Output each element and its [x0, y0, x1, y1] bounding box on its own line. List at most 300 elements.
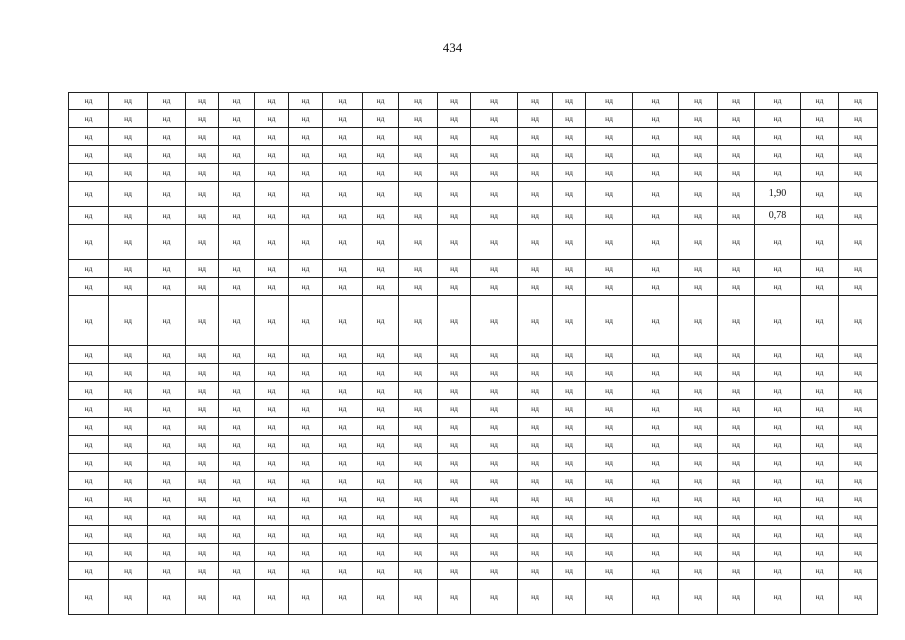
table-cell: нд — [679, 164, 718, 182]
table-cell: нд — [186, 164, 219, 182]
table-cell: нд — [633, 508, 679, 526]
table-cell: нд — [679, 278, 718, 296]
table-cell: нд — [718, 580, 755, 615]
table-cell: нд — [255, 225, 289, 260]
table-cell: нд — [109, 400, 148, 418]
table-cell: нд — [801, 346, 839, 364]
table-cell: нд — [839, 382, 878, 400]
table-cell: нд — [186, 526, 219, 544]
table-cell: нд — [69, 93, 109, 110]
table-cell: нд — [839, 164, 878, 182]
table-cell: нд — [438, 418, 471, 436]
table-cell: нд — [323, 490, 363, 508]
table-cell: нд — [323, 418, 363, 436]
table-cell: нд — [399, 93, 438, 110]
table-cell: нд — [718, 110, 755, 128]
table-row — [69, 164, 878, 182]
table-row — [69, 260, 878, 278]
table-cell: нд — [148, 128, 186, 146]
table-cell: нд — [255, 526, 289, 544]
table-cell: нд — [586, 110, 633, 128]
table-cell: нд — [438, 490, 471, 508]
table-cell: нд — [255, 472, 289, 490]
table-cell: нд — [718, 146, 755, 164]
table-cell: нд — [553, 93, 586, 110]
table-cell: нд — [586, 508, 633, 526]
table-cell: нд — [518, 508, 553, 526]
table-cell: нд — [438, 128, 471, 146]
table-cell: нд — [323, 128, 363, 146]
table-cell: нд — [148, 490, 186, 508]
table-cell: нд — [219, 260, 255, 278]
table-cell: нд — [148, 562, 186, 580]
table-cell: нд — [438, 93, 471, 110]
table-cell: нд — [553, 454, 586, 472]
table-cell: нд — [679, 110, 718, 128]
table-cell: нд — [586, 146, 633, 164]
table-cell: нд — [255, 260, 289, 278]
table-cell: нд — [801, 526, 839, 544]
table-cell: нд — [255, 400, 289, 418]
table-cell: нд — [109, 164, 148, 182]
table-cell: нд — [438, 225, 471, 260]
table-cell: нд — [109, 580, 148, 615]
table-cell: нд — [219, 182, 255, 207]
table-cell: нд — [518, 207, 553, 225]
table-cell: нд — [755, 128, 801, 146]
table-cell: нд — [255, 146, 289, 164]
table-cell: нд — [363, 182, 399, 207]
table-cell: нд — [471, 562, 518, 580]
table-cell: нд — [633, 296, 679, 346]
table-cell: нд — [633, 382, 679, 400]
table-cell: нд — [69, 580, 109, 615]
table-cell: нд — [471, 146, 518, 164]
table-cell: нд — [839, 225, 878, 260]
table-cell: нд — [69, 225, 109, 260]
table-cell: нд — [255, 93, 289, 110]
table-cell: нд — [679, 182, 718, 207]
table-cell: нд — [109, 346, 148, 364]
table-cell: нд — [518, 164, 553, 182]
table-cell: нд — [586, 436, 633, 454]
table-cell: нд — [718, 93, 755, 110]
table-cell: нд — [553, 207, 586, 225]
table-cell: нд — [399, 526, 438, 544]
table-cell: нд — [553, 472, 586, 490]
table-cell: нд — [839, 454, 878, 472]
table-cell: нд — [109, 382, 148, 400]
table-cell: нд — [801, 207, 839, 225]
table-row — [69, 508, 878, 526]
table-cell: нд — [186, 544, 219, 562]
table-row — [69, 580, 878, 615]
table-cell: нд — [438, 544, 471, 562]
table-cell: нд — [363, 146, 399, 164]
table-cell: нд — [633, 128, 679, 146]
table-cell: нд — [219, 207, 255, 225]
table-cell: нд — [718, 544, 755, 562]
table-cell: нд — [518, 93, 553, 110]
table-cell: нд — [471, 382, 518, 400]
table-cell: нд — [438, 146, 471, 164]
table-row — [69, 544, 878, 562]
table-cell: нд — [186, 562, 219, 580]
table-cell: нд — [363, 164, 399, 182]
table-cell: нд — [471, 128, 518, 146]
table-cell: нд — [839, 128, 878, 146]
table-cell: нд — [186, 364, 219, 382]
table-cell: нд — [323, 562, 363, 580]
table-cell: нд — [289, 400, 323, 418]
table-cell: нд — [69, 260, 109, 278]
table-cell: нд — [148, 278, 186, 296]
table-cell: нд — [801, 110, 839, 128]
table-cell: нд — [219, 436, 255, 454]
table-cell: нд — [148, 580, 186, 615]
table-cell: нд — [518, 225, 553, 260]
table-cell: нд — [679, 418, 718, 436]
table-cell: нд — [255, 580, 289, 615]
table-cell: нд — [755, 260, 801, 278]
table-cell: нд — [219, 526, 255, 544]
table-cell: нд — [255, 418, 289, 436]
table-row — [69, 526, 878, 544]
table-cell: нд — [186, 128, 219, 146]
table-cell: нд — [148, 400, 186, 418]
table-cell: нд — [586, 364, 633, 382]
table-cell: нд — [718, 296, 755, 346]
table-cell: нд — [839, 490, 878, 508]
table-cell: нд — [801, 400, 839, 418]
table-cell: нд — [801, 182, 839, 207]
table-cell: нд — [289, 296, 323, 346]
table-cell: нд — [289, 472, 323, 490]
table-cell: нд — [518, 526, 553, 544]
table-cell: нд — [718, 225, 755, 260]
table-cell: нд — [69, 346, 109, 364]
table-cell: нд — [69, 110, 109, 128]
table-cell: нд — [801, 278, 839, 296]
table-cell: нд — [718, 436, 755, 454]
table-cell: нд — [718, 182, 755, 207]
table-row — [69, 454, 878, 472]
table-row — [69, 472, 878, 490]
table-cell: нд — [633, 164, 679, 182]
table-cell: нд — [755, 146, 801, 164]
table-cell: нд — [679, 544, 718, 562]
table-cell: нд — [148, 418, 186, 436]
table-cell: нд — [186, 225, 219, 260]
table-cell: нд — [755, 93, 801, 110]
table-cell: нд — [471, 164, 518, 182]
table-cell: нд — [633, 93, 679, 110]
table-cell: нд — [186, 278, 219, 296]
table-cell: нд — [289, 580, 323, 615]
table-cell: нд — [219, 382, 255, 400]
table-cell: нд — [69, 526, 109, 544]
table-cell: нд — [323, 436, 363, 454]
table-cell: нд — [633, 580, 679, 615]
table-row — [69, 146, 878, 164]
table-cell: нд — [586, 164, 633, 182]
table-cell: нд — [586, 93, 633, 110]
table-cell: нд — [148, 296, 186, 346]
table-cell: нд — [255, 508, 289, 526]
table-cell: нд — [633, 490, 679, 508]
table-cell: нд — [718, 207, 755, 225]
table-cell: нд — [363, 490, 399, 508]
table-cell: нд — [363, 472, 399, 490]
table-cell: нд — [148, 526, 186, 544]
table-cell: нд — [186, 296, 219, 346]
table-cell: нд — [633, 454, 679, 472]
table-cell: нд — [471, 472, 518, 490]
table-cell: нд — [839, 418, 878, 436]
table-cell: нд — [399, 454, 438, 472]
table-cell: нд — [109, 526, 148, 544]
table-cell: нд — [363, 544, 399, 562]
table-cell: нд — [289, 346, 323, 364]
table-cell: нд — [363, 364, 399, 382]
table-cell: нд — [553, 110, 586, 128]
table-cell: нд — [633, 544, 679, 562]
table-cell: нд — [323, 508, 363, 526]
table-cell: нд — [718, 526, 755, 544]
table-row — [69, 490, 878, 508]
table-cell: нд — [679, 454, 718, 472]
table-cell: нд — [839, 278, 878, 296]
table-cell: нд — [186, 207, 219, 225]
table-cell: нд — [679, 225, 718, 260]
table-cell: нд — [755, 296, 801, 346]
table-cell: нд — [801, 364, 839, 382]
table-cell: нд — [438, 364, 471, 382]
table-cell: нд — [289, 436, 323, 454]
table-cell: нд — [109, 296, 148, 346]
table-cell: нд — [186, 508, 219, 526]
table-cell: нд — [399, 296, 438, 346]
table-cell: нд — [289, 562, 323, 580]
table-cell: нд — [255, 490, 289, 508]
table-cell: нд — [289, 225, 323, 260]
table-cell: нд — [438, 207, 471, 225]
table-cell: нд — [679, 93, 718, 110]
table-cell: нд — [839, 364, 878, 382]
table-cell: нд — [586, 472, 633, 490]
table-cell: нд — [633, 207, 679, 225]
table-cell: нд — [586, 225, 633, 260]
table-cell: нд — [471, 526, 518, 544]
table-cell: нд — [438, 346, 471, 364]
table-cell: нд — [518, 544, 553, 562]
table-cell: нд — [801, 128, 839, 146]
table-cell: нд — [186, 472, 219, 490]
table-cell: нд — [471, 544, 518, 562]
table-cell: нд — [553, 225, 586, 260]
table-cell: нд — [399, 110, 438, 128]
table-cell: нд — [186, 436, 219, 454]
table-cell: нд — [109, 364, 148, 382]
table-cell: нд — [679, 207, 718, 225]
table-cell: нд — [839, 207, 878, 225]
table-cell: нд — [553, 508, 586, 526]
table-cell: нд — [289, 526, 323, 544]
table-cell: нд — [586, 454, 633, 472]
table-cell: нд — [399, 418, 438, 436]
table-cell: нд — [718, 278, 755, 296]
table-cell: нд — [518, 364, 553, 382]
table-cell: нд — [801, 490, 839, 508]
table-cell: нд — [323, 400, 363, 418]
table-cell: нд — [586, 207, 633, 225]
table-cell: нд — [219, 400, 255, 418]
table-cell: нд — [471, 436, 518, 454]
table-cell: нд — [148, 164, 186, 182]
table-row — [69, 346, 878, 364]
table-cell: нд — [255, 207, 289, 225]
table-cell: нд — [323, 225, 363, 260]
table-cell: нд — [471, 400, 518, 418]
table-cell: нд — [109, 436, 148, 454]
table-cell: нд — [323, 346, 363, 364]
table-cell: нд — [801, 260, 839, 278]
table-cell: нд — [69, 508, 109, 526]
table-cell: нд — [586, 296, 633, 346]
table-cell: нд — [289, 508, 323, 526]
table-cell: нд — [586, 490, 633, 508]
table-cell: нд — [289, 418, 323, 436]
table-cell: нд — [633, 400, 679, 418]
table-cell: нд — [679, 346, 718, 364]
table-cell: нд — [399, 207, 438, 225]
table-cell: нд — [323, 544, 363, 562]
table-cell: нд — [69, 164, 109, 182]
table-cell: нд — [186, 110, 219, 128]
table-cell: нд — [323, 382, 363, 400]
table-cell: нд — [801, 296, 839, 346]
table-cell: нд — [399, 400, 438, 418]
table-cell: нд — [679, 296, 718, 346]
table-cell: нд — [323, 110, 363, 128]
table-cell: нд — [801, 454, 839, 472]
table-cell: нд — [801, 225, 839, 260]
table-cell: нд — [148, 110, 186, 128]
data-table — [68, 92, 878, 615]
table-cell: нд — [801, 436, 839, 454]
table-cell: нд — [109, 128, 148, 146]
table-cell: нд — [109, 278, 148, 296]
table-cell: нд — [219, 296, 255, 346]
table-cell: нд — [399, 562, 438, 580]
table-row — [69, 382, 878, 400]
table-cell: нд — [399, 490, 438, 508]
table-cell: нд — [363, 418, 399, 436]
table-row — [69, 418, 878, 436]
table-cell: нд — [553, 400, 586, 418]
table-cell: нд — [471, 182, 518, 207]
table-cell: нд — [633, 110, 679, 128]
table-cell: нд — [219, 93, 255, 110]
table-cell: нд — [363, 110, 399, 128]
table-cell: нд — [363, 296, 399, 346]
table-cell: нд — [323, 93, 363, 110]
table-cell: нд — [148, 454, 186, 472]
table-cell: нд — [839, 472, 878, 490]
table-cell: нд — [109, 562, 148, 580]
table-cell: нд — [399, 364, 438, 382]
table-cell: нд — [633, 562, 679, 580]
table-cell: нд — [755, 400, 801, 418]
table-cell: нд — [109, 225, 148, 260]
table-cell: нд — [718, 508, 755, 526]
table-cell: нд — [633, 418, 679, 436]
table-cell: нд — [518, 454, 553, 472]
table-cell: нд — [633, 346, 679, 364]
table-cell: нд — [399, 146, 438, 164]
table-cell: нд — [323, 526, 363, 544]
table-cell: нд — [633, 225, 679, 260]
table-cell: нд — [363, 526, 399, 544]
table-cell: нд — [633, 436, 679, 454]
table-cell: нд — [518, 580, 553, 615]
table-row — [69, 562, 878, 580]
table-cell: нд — [363, 128, 399, 146]
table-cell: нд — [186, 346, 219, 364]
table-cell: нд — [69, 128, 109, 146]
table-cell: нд — [255, 128, 289, 146]
table-cell: нд — [801, 146, 839, 164]
table-cell: нд — [323, 260, 363, 278]
table-cell: нд — [679, 400, 718, 418]
table-cell: нд — [471, 454, 518, 472]
table-cell: нд — [471, 364, 518, 382]
table-cell: нд — [399, 382, 438, 400]
table-cell: нд — [363, 580, 399, 615]
table-cell: нд — [323, 164, 363, 182]
table-cell: нд — [553, 164, 586, 182]
table-cell: нд — [679, 472, 718, 490]
table-cell: нд — [471, 260, 518, 278]
table-cell: нд — [438, 164, 471, 182]
table-cell: нд — [553, 260, 586, 278]
table-cell: нд — [399, 346, 438, 364]
table-cell: нд — [553, 526, 586, 544]
table-cell: нд — [718, 454, 755, 472]
table-cell: нд — [839, 110, 878, 128]
table-cell: нд — [363, 207, 399, 225]
table-cell: нд — [438, 472, 471, 490]
table-cell: нд — [679, 580, 718, 615]
table-cell: нд — [518, 382, 553, 400]
table-cell: нд — [586, 182, 633, 207]
table-cell: нд — [518, 128, 553, 146]
table-cell: нд — [679, 146, 718, 164]
table-cell: нд — [323, 278, 363, 296]
table-cell: нд — [219, 580, 255, 615]
table-cell: нд — [148, 225, 186, 260]
table-cell: нд — [109, 207, 148, 225]
table-cell: нд — [755, 364, 801, 382]
table-cell: нд — [323, 472, 363, 490]
table-cell: нд — [755, 110, 801, 128]
table-cell: нд — [553, 382, 586, 400]
table-cell: нд — [518, 260, 553, 278]
table-cell: нд — [553, 580, 586, 615]
table-cell: нд — [471, 580, 518, 615]
table-cell: нд — [219, 490, 255, 508]
table-cell: нд — [438, 436, 471, 454]
